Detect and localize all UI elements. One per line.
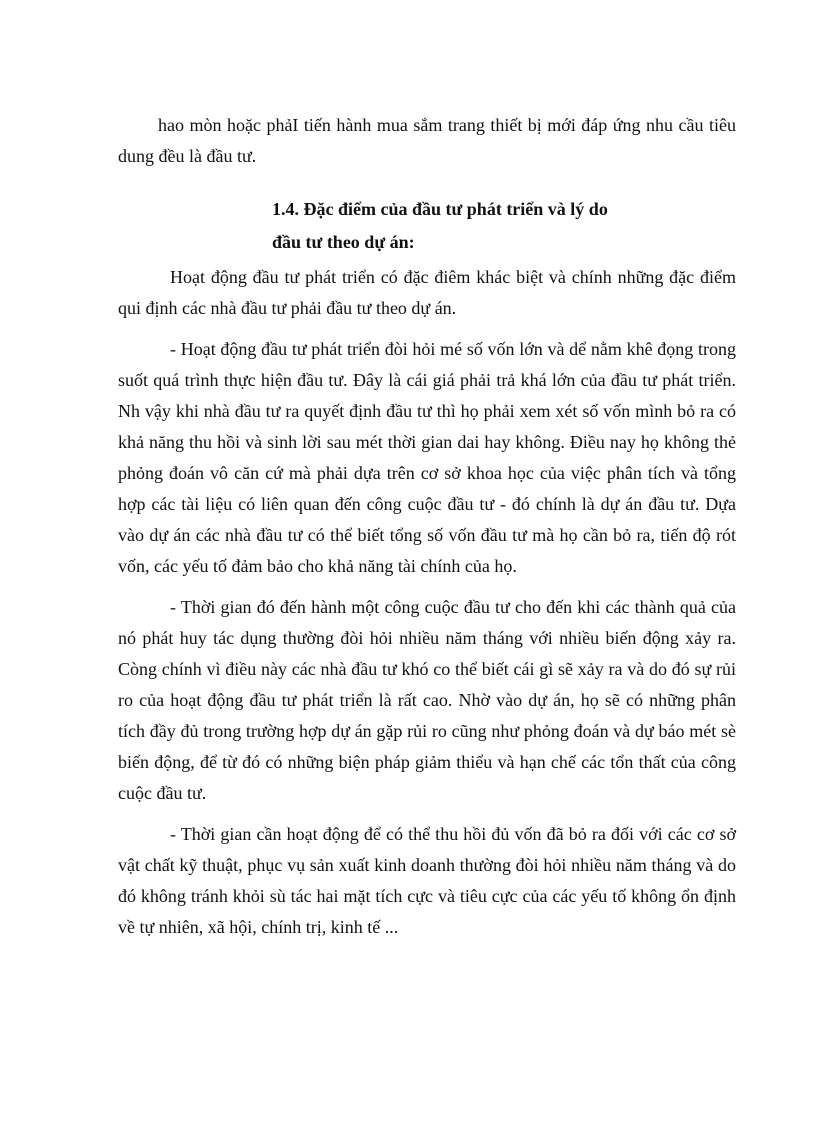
intro-paragraph: hao mòn hoặc phảI tiến hành mua sắm trang thiết bị mới đáp ứng nhu cầu tiêu dung đều là đầu tư.	[118, 115, 736, 166]
body-paragraph-1: Hoạt động đầu tư phát triển có đặc điêm khác biệt và chính những đặc điểm qui định các nhà đầu tư phải đầu tư theo dự án.	[118, 267, 736, 318]
intro-paragraph-block	[118, 110, 736, 172]
section-heading-line2: đầu tư theo dự án:	[272, 232, 415, 252]
body-text	[118, 262, 736, 953]
body-paragraph-4: - Thời gian cần hoạt động để có thể thu hồi đủ vốn đã bỏ ra đối với các cơ sở vật chất kỹ thuật, phục vụ sản xuất kinh doanh thường đòi hỏi nhiều năm tháng và do đó không tránh khỏi sù tác hai mặt tích cực và tiêu cực của các yếu tố không ổn định về tự nhiên, xã hội, chính trị, kinh tế ...	[118, 824, 736, 937]
body-paragraph-2: - Hoạt động đầu tư phát triển đòi hỏi mé số vốn lớn và dể nằm khê đọng trong suốt quá trình thực hiện đầu tư. Đây là cái giá phải trả khá lớn của đầu tư phát triển. Nh vậy khi nhà đầu tư ra quyết định đầu tư thì họ phải xem xét số vốn mình bỏ ra có khả năng thu hồi và sinh lời sau mét thời gian dai hay không. Điều nay họ không thẻ phỏng đoán vô căn cứ mà phải dựa trên cơ sở khoa học của việc phân tích và tổng hợp các tài liệu có liên quan đến công cuộc đầu tư - đó chính là dự án đầu tư. Dựa vào dự án các nhà đầu tư có thể biết tổng số vốn đầu tư mà họ cần bỏ ra, tiến độ rót vốn, các yếu tố đảm bảo cho khả năng tài chính của họ.	[118, 339, 736, 576]
body-paragraph-3: - Thời gian đó đến hành một công cuộc đầu tư cho đến khi các thành quả của nó phát huy tác dụng thường đòi hỏi nhiều năm tháng với nhiều biến động xảy ra. Còng chính vì điều này các nhà đầu tư khó co thể biết cái gì sẽ xảy ra và do đó sự rủi ro của hoạt động đầu tư phát triển là rất cao. Nhờ vào dự án, họ sẽ có những phân tích đầy đủ trong trường hợp dự án gặp rủi ro cũng như phỏng đoán và dự báo mét sè biến động, để từ đó có những biện pháp giảm thiểu và hạn chế các tổn thất của công cuộc đầu tư.	[118, 597, 736, 803]
section-heading-line1: 1.4. Đặc điểm của đầu tư phát triển và lý do	[272, 199, 608, 219]
section-heading	[272, 193, 692, 259]
